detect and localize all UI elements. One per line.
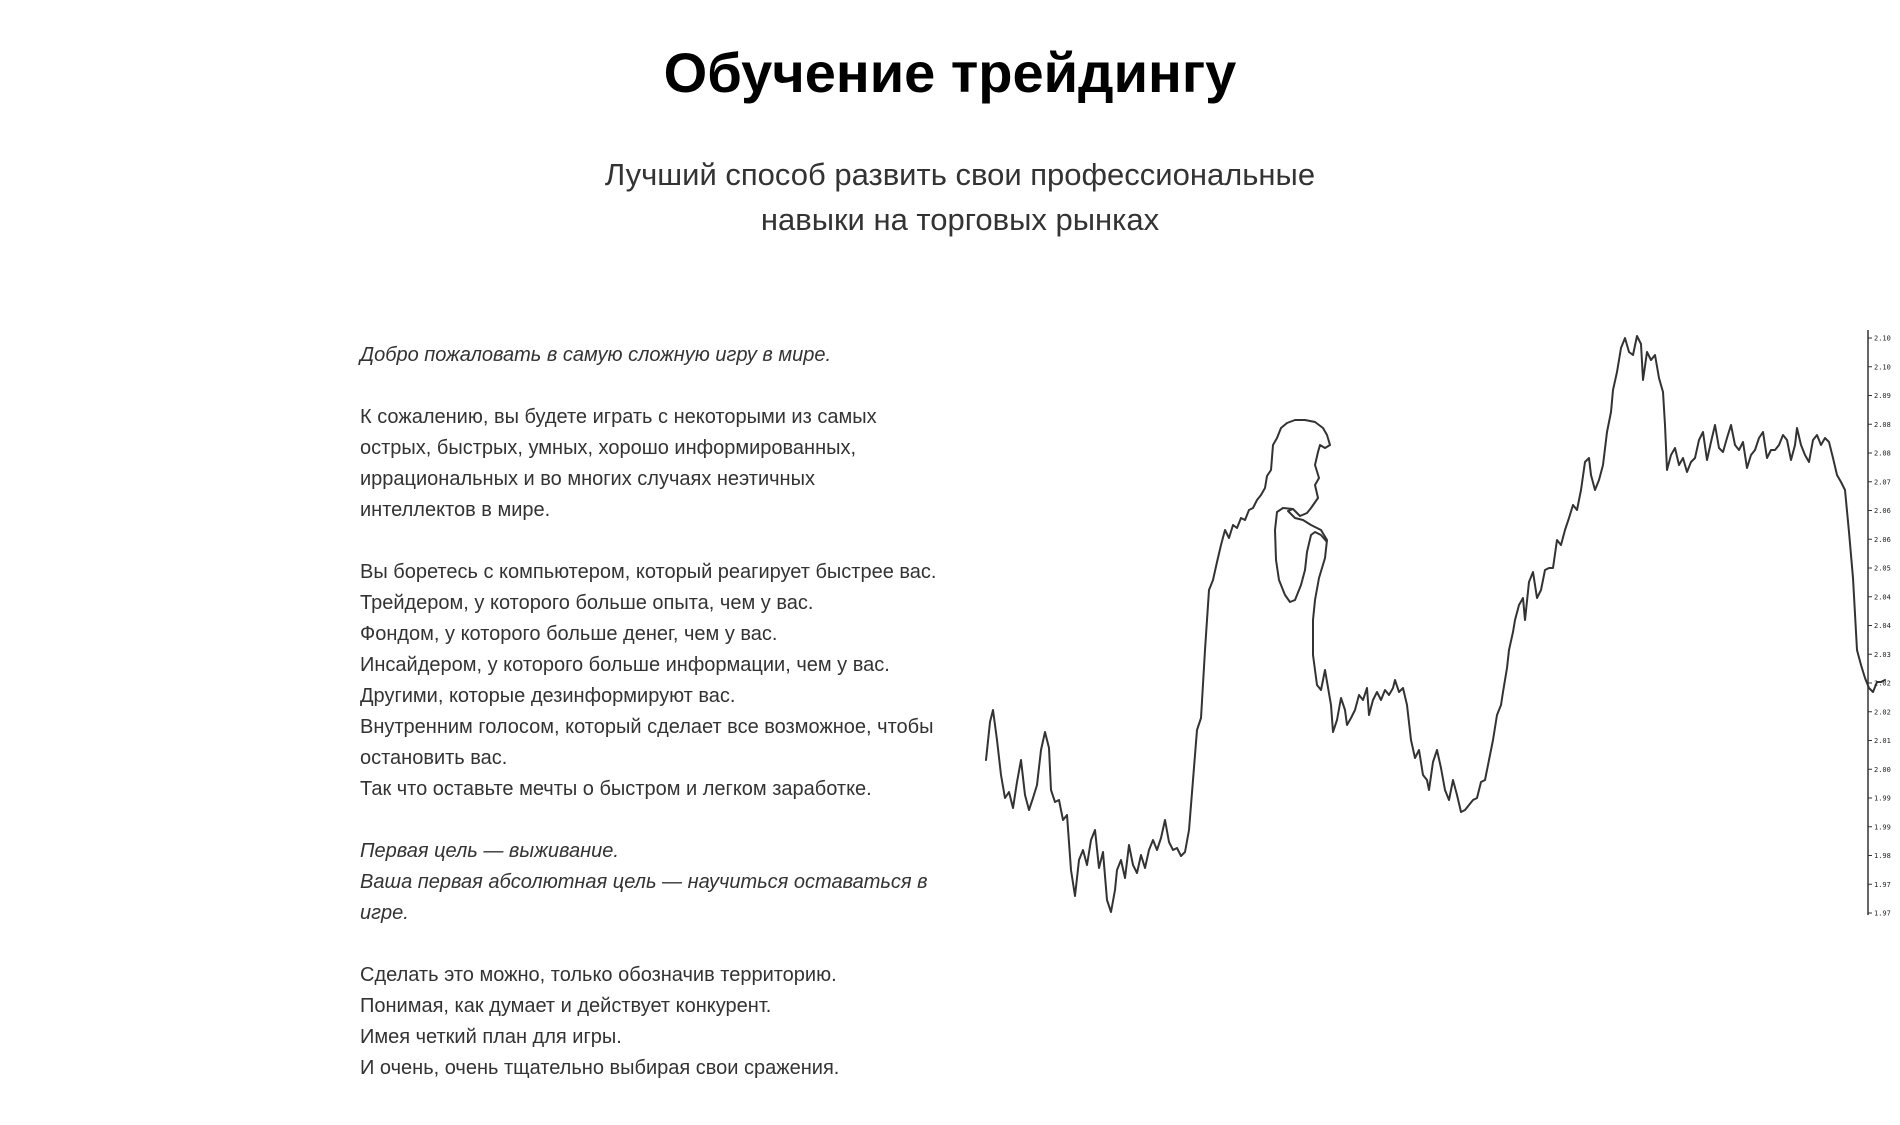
axis-tick-label: 2.04: [1874, 593, 1891, 602]
text-line: Имея четкий план для игры.: [360, 1026, 622, 1048]
text-line: И очень, очень тщательно выбирая свои сражения.: [360, 1057, 840, 1079]
price-line: [986, 336, 1885, 912]
text-line: Вы боретесь с компьютером, который реагирует быстрее вас.: [360, 561, 937, 583]
axis-tick-label: 1.99: [1874, 823, 1891, 832]
text-line: Трейдером, у которого больше опыта, чем у вас.: [360, 592, 814, 614]
welcome-paragraph: [360, 340, 950, 371]
text-line: Понимая, как думает и действует конкурент.: [360, 995, 772, 1017]
text-line: Инсайдером, у которого больше информации, чем у вас.: [360, 654, 890, 676]
axis-tick-label: 1.97: [1874, 880, 1891, 889]
axis-tick-label: 2.09: [1874, 392, 1891, 400]
text-line: Другими, которые дезинформируют вас.: [360, 685, 736, 707]
text-line: Добро пожаловать в самую сложную игру в мире.: [360, 344, 832, 366]
text-line: Фондом, у которого больше денег, чем у вас.: [360, 623, 778, 645]
subtitle-line-2: навыки на торговых рынках: [760, 202, 1160, 237]
text-line: Сделать это можно, только обозначив территорию.: [360, 964, 837, 986]
axis-tick-label: 2.00: [1874, 765, 1891, 774]
axis-tick-label: 2.10: [1874, 363, 1891, 372]
axis-tick-label: 2.02: [1874, 679, 1891, 688]
text-line: Ваша первая абсолютная цель — научиться оставаться в: [360, 871, 928, 893]
text-line: Первая цель — выживание.: [360, 840, 619, 862]
text-line: К сожалению, вы будете играть с некоторыми из самых: [360, 406, 877, 428]
page-subtitle: [600, 152, 1320, 242]
axis-tick-label: 2.01: [1874, 737, 1891, 745]
axis-tick-label: 2.04: [1874, 622, 1891, 630]
trader-chart-illustration: [985, 320, 1891, 932]
text-line: иррациональных и во многих случаях неэтичных: [360, 468, 815, 490]
trader-silhouette-chart-icon: [985, 320, 1891, 932]
text-line: остановить вас.: [360, 747, 508, 769]
axis-tick-label: 2.02: [1874, 708, 1891, 717]
text-line: интеллектов в мире.: [360, 499, 551, 521]
price-axis: [1868, 330, 1891, 918]
page-title: Обучение трейдингу: [663, 41, 1237, 104]
text-line: острых, быстрых, умных, хорошо информированных,: [360, 437, 857, 459]
axis-tick-label: 1.98: [1874, 852, 1891, 860]
axis-tick-label: 2.06: [1874, 507, 1891, 515]
axis-tick-label: 2.07: [1874, 478, 1891, 487]
axis-tick-label: 1.97: [1874, 909, 1891, 918]
goal-paragraph: [360, 836, 950, 929]
axis-tick-label: 2.03: [1874, 650, 1891, 659]
axis-tick-label: 2.10: [1874, 334, 1891, 343]
axis-tick-label: 1.99: [1874, 794, 1891, 803]
intro-text-block: [360, 340, 950, 1115]
opponents-paragraph: [360, 402, 950, 526]
axis-tick-label: 2.08: [1874, 449, 1891, 458]
axis-tick-label: 2.06: [1874, 535, 1891, 544]
text-line: Так что оставьте мечты о быстром и легком заработке.: [360, 778, 872, 800]
competitors-paragraph: [360, 557, 950, 805]
axis-tick-label: 2.05: [1874, 564, 1891, 573]
text-line: игре.: [360, 902, 409, 924]
strategy-paragraph: [360, 960, 950, 1084]
axis-tick-label: 2.08: [1874, 420, 1891, 429]
subtitle-line-1: Лучший способ развить свои профессиональные: [604, 157, 1316, 192]
hand-silhouette: [1275, 508, 1327, 602]
text-line: Внутренним голосом, который сделает все возможное, чтобы: [360, 716, 934, 738]
